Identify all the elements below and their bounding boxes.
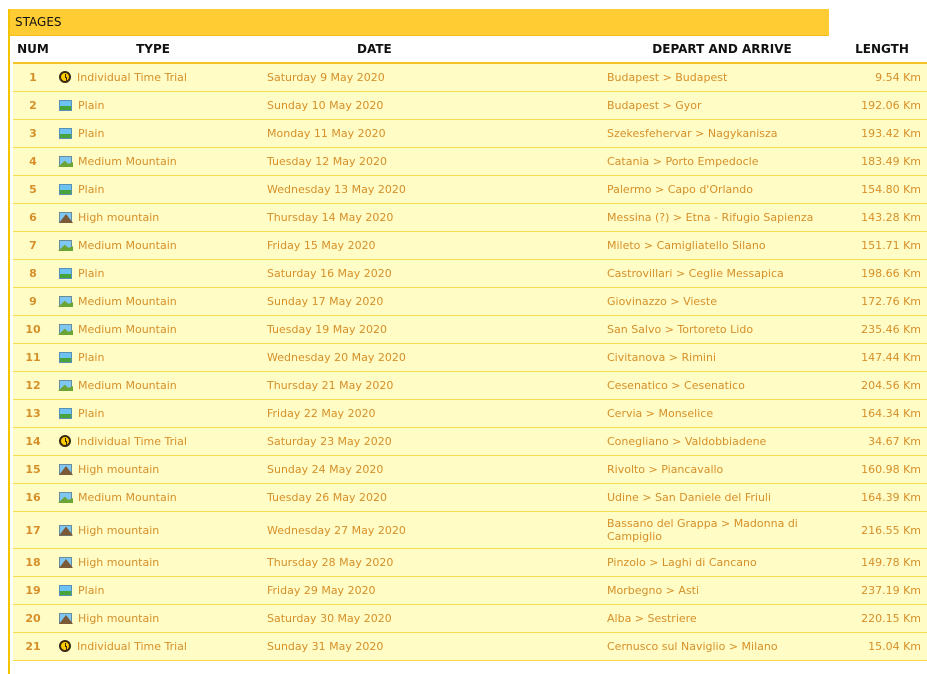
- medium-mountain-icon: [59, 156, 72, 167]
- stage-type-label[interactable]: Plain: [78, 351, 105, 364]
- stage-date-cell: [253, 344, 607, 372]
- stage-route[interactable]: Conegliano > Valdobbiadene: [607, 428, 837, 456]
- stage-type-label[interactable]: Individual Time Trial: [77, 435, 187, 448]
- stage-date-cell: [253, 605, 607, 633]
- stage-date: Tuesday 19 May 2020: [267, 323, 387, 336]
- stage-date: Saturday 16 May 2020: [267, 267, 392, 280]
- stage-route[interactable]: Castrovillari > Ceglie Messapica: [607, 260, 837, 288]
- stage-length: 237.19 Km: [837, 577, 927, 605]
- stage-date: Wednesday 20 May 2020: [267, 351, 406, 364]
- stage-route[interactable]: Pinzolo > Laghi di Cancano: [607, 549, 837, 577]
- table-row[interactable]: [13, 605, 927, 633]
- stage-length: 34.67 Km: [837, 428, 927, 456]
- stage-type-cell[interactable]: [53, 428, 253, 456]
- high-mountain-icon: [59, 525, 72, 536]
- plain-icon: [59, 128, 72, 139]
- panel-title: STAGES: [10, 9, 829, 36]
- stage-type-label[interactable]: High mountain: [78, 612, 160, 625]
- stage-date: Friday 15 May 2020: [267, 239, 376, 252]
- stage-route[interactable]: Bassano del Grappa > Madonna di Campiglio: [607, 512, 837, 549]
- stage-type-cell[interactable]: [53, 484, 253, 512]
- stage-number: 12: [13, 372, 53, 400]
- stage-type-label[interactable]: Individual Time Trial: [77, 71, 187, 84]
- stage-number: 6: [13, 204, 53, 232]
- stages-panel: [8, 9, 921, 674]
- stage-date-cell: [253, 428, 607, 456]
- stage-number: 16: [13, 484, 53, 512]
- table-row[interactable]: [13, 577, 927, 605]
- stage-type-cell[interactable]: [53, 549, 253, 577]
- stage-type-cell[interactable]: [53, 260, 253, 288]
- stage-date-cell: [253, 92, 607, 120]
- stage-type-label[interactable]: Medium Mountain: [78, 379, 177, 392]
- stage-type-cell[interactable]: [53, 288, 253, 316]
- table-row[interactable]: [13, 549, 927, 577]
- stage-type-label[interactable]: High mountain: [78, 523, 160, 537]
- table-row[interactable]: [13, 92, 927, 120]
- stage-date: Saturday 9 May 2020: [267, 71, 385, 84]
- stage-type-cell[interactable]: [53, 512, 253, 549]
- stage-route[interactable]: Alba > Sestriere: [607, 605, 837, 633]
- stage-number: 20: [13, 605, 53, 633]
- stage-type-cell[interactable]: [53, 400, 253, 428]
- stage-date-cell: [253, 372, 607, 400]
- stage-date-cell: [253, 512, 607, 549]
- stage-route[interactable]: Giovinazzo > Vieste: [607, 288, 837, 316]
- stage-date-cell: [253, 633, 607, 661]
- time-trial-icon: [59, 435, 71, 447]
- table-row[interactable]: [13, 204, 927, 232]
- stage-date-cell: [253, 63, 607, 92]
- stage-date-cell: [253, 120, 607, 148]
- stage-number: 2: [13, 92, 53, 120]
- stage-date: Thursday 28 May 2020: [267, 556, 394, 569]
- high-mountain-icon: [59, 464, 72, 475]
- table-row[interactable]: [13, 633, 927, 661]
- stage-number: 10: [13, 316, 53, 344]
- stage-length: 154.80 Km: [837, 176, 927, 204]
- column-header-date: DATE: [253, 36, 607, 63]
- stage-type-label[interactable]: Medium Mountain: [78, 295, 177, 308]
- stage-length: 216.55 Km: [837, 512, 927, 549]
- stage-length: 193.42 Km: [837, 120, 927, 148]
- time-trial-icon: [59, 71, 71, 83]
- stage-date: Wednesday 27 May 2020: [267, 523, 406, 537]
- stage-length: 198.66 Km: [837, 260, 927, 288]
- table-row[interactable]: [13, 232, 927, 260]
- stage-type-label[interactable]: Plain: [78, 584, 105, 597]
- stage-date: Tuesday 12 May 2020: [267, 155, 387, 168]
- stage-number: 7: [13, 232, 53, 260]
- plain-icon: [59, 585, 72, 596]
- stage-type-cell[interactable]: [53, 316, 253, 344]
- stage-date-cell: [253, 484, 607, 512]
- stage-date-cell: [253, 232, 607, 260]
- stage-route[interactable]: Catania > Porto Empedocle: [607, 148, 837, 176]
- stage-route[interactable]: Morbegno > Asti: [607, 577, 837, 605]
- stage-length: 9.54 Km: [837, 63, 927, 92]
- column-header-route: DEPART AND ARRIVE: [607, 36, 837, 63]
- stage-number: 14: [13, 428, 53, 456]
- stage-date: Sunday 31 May 2020: [267, 640, 384, 653]
- table-row[interactable]: [13, 372, 927, 400]
- stage-type-label[interactable]: Plain: [78, 183, 105, 196]
- stage-route[interactable]: Messina (?) > Etna - Rifugio Sapienza: [607, 204, 837, 232]
- stage-date-cell: [253, 549, 607, 577]
- plain-icon: [59, 408, 72, 419]
- stages-table: [13, 36, 927, 661]
- table-row[interactable]: [13, 260, 927, 288]
- stage-length: 235.46 Km: [837, 316, 927, 344]
- stage-route[interactable]: Budapest > Budapest: [607, 63, 837, 92]
- stage-length: 143.28 Km: [837, 204, 927, 232]
- table-row[interactable]: [13, 288, 927, 316]
- stage-date-cell: [253, 204, 607, 232]
- stage-type-cell[interactable]: [53, 92, 253, 120]
- table-header-row: [13, 36, 927, 63]
- stage-length: 204.56 Km: [837, 372, 927, 400]
- table-row[interactable]: [13, 316, 927, 344]
- stage-number: 5: [13, 176, 53, 204]
- stage-date-cell: [253, 456, 607, 484]
- plain-icon: [59, 268, 72, 279]
- stage-route[interactable]: Cesenatico > Cesenatico: [607, 372, 837, 400]
- table-row[interactable]: [13, 344, 927, 372]
- stage-route[interactable]: Udine > San Daniele del Friuli: [607, 484, 837, 512]
- stage-type-label[interactable]: High mountain: [78, 556, 160, 569]
- stage-length: 160.98 Km: [837, 456, 927, 484]
- stage-type-label[interactable]: Medium Mountain: [78, 491, 177, 504]
- stage-length: 183.49 Km: [837, 148, 927, 176]
- table-row[interactable]: [13, 400, 927, 428]
- stage-route[interactable]: Rivolto > Piancavallo: [607, 456, 837, 484]
- stage-date: Thursday 14 May 2020: [267, 211, 394, 224]
- stage-length: 220.15 Km: [837, 605, 927, 633]
- stage-number: 3: [13, 120, 53, 148]
- stage-route[interactable]: Szekesfehervar > Nagykanisza: [607, 120, 837, 148]
- stage-date: Friday 22 May 2020: [267, 407, 376, 420]
- stage-type-cell[interactable]: [53, 63, 253, 92]
- time-trial-icon: [59, 640, 71, 652]
- table-row[interactable]: [13, 428, 927, 456]
- stage-route[interactable]: Cervia > Monselice: [607, 400, 837, 428]
- table-row[interactable]: [13, 176, 927, 204]
- stage-length: 192.06 Km: [837, 92, 927, 120]
- stage-route[interactable]: Civitanova > Rimini: [607, 344, 837, 372]
- stage-length: 172.76 Km: [837, 288, 927, 316]
- stage-number: 21: [13, 633, 53, 661]
- medium-mountain-icon: [59, 324, 72, 335]
- stage-length: 151.71 Km: [837, 232, 927, 260]
- plain-icon: [59, 100, 72, 111]
- stage-length: 164.34 Km: [837, 400, 927, 428]
- column-header-length: LENGTH: [837, 36, 927, 63]
- stage-length: 147.44 Km: [837, 344, 927, 372]
- stage-date: Thursday 21 May 2020: [267, 379, 394, 392]
- table-row[interactable]: [13, 63, 927, 92]
- stage-route[interactable]: Palermo > Capo d'Orlando: [607, 176, 837, 204]
- stage-date-cell: [253, 148, 607, 176]
- stage-number: 4: [13, 148, 53, 176]
- stage-length: 15.04 Km: [837, 633, 927, 661]
- high-mountain-icon: [59, 557, 72, 568]
- stage-type-label[interactable]: Plain: [78, 267, 105, 280]
- stage-route[interactable]: Budapest > Gyor: [607, 92, 837, 120]
- table-row[interactable]: [13, 484, 927, 512]
- stage-date: Saturday 23 May 2020: [267, 435, 392, 448]
- stage-type-cell[interactable]: [53, 148, 253, 176]
- stage-length: 164.39 Km: [837, 484, 927, 512]
- medium-mountain-icon: [59, 380, 72, 391]
- stage-type-cell[interactable]: [53, 344, 253, 372]
- stage-type-cell[interactable]: [53, 605, 253, 633]
- stage-date-cell: [253, 260, 607, 288]
- stage-type-label[interactable]: Plain: [78, 127, 105, 140]
- plain-icon: [59, 184, 72, 195]
- table-row[interactable]: [13, 148, 927, 176]
- stage-length: 149.78 Km: [837, 549, 927, 577]
- stage-type-label[interactable]: Medium Mountain: [78, 323, 177, 336]
- stage-date-cell: [253, 176, 607, 204]
- stage-type-cell[interactable]: [53, 372, 253, 400]
- stage-date-cell: [253, 316, 607, 344]
- plain-icon: [59, 352, 72, 363]
- stage-number: 11: [13, 344, 53, 372]
- stage-type-label[interactable]: High mountain: [78, 463, 160, 476]
- stage-type-label[interactable]: High mountain: [78, 211, 160, 224]
- stage-type-label[interactable]: Individual Time Trial: [77, 640, 187, 653]
- stage-number: 13: [13, 400, 53, 428]
- high-mountain-icon: [59, 613, 72, 624]
- stage-type-label[interactable]: Medium Mountain: [78, 155, 177, 168]
- stage-date: Sunday 10 May 2020: [267, 99, 384, 112]
- stage-number: 8: [13, 260, 53, 288]
- stage-date: Saturday 30 May 2020: [267, 612, 392, 625]
- medium-mountain-icon: [59, 296, 72, 307]
- stage-number: 1: [13, 63, 53, 92]
- stage-date: Wednesday 13 May 2020: [267, 183, 406, 196]
- stage-date: Sunday 24 May 2020: [267, 463, 384, 476]
- table-row[interactable]: [13, 120, 927, 148]
- stage-type-label[interactable]: Plain: [78, 407, 105, 420]
- table-row[interactable]: [13, 512, 927, 549]
- stage-date: Tuesday 26 May 2020: [267, 491, 387, 504]
- stage-type-cell[interactable]: [53, 456, 253, 484]
- column-header-num: NUM: [13, 36, 53, 63]
- stage-date-cell: [253, 577, 607, 605]
- stage-date-cell: [253, 288, 607, 316]
- stage-date: Monday 11 May 2020: [267, 127, 386, 140]
- stage-number: 9: [13, 288, 53, 316]
- stage-route[interactable]: Cernusco sul Naviglio > Milano: [607, 633, 837, 661]
- stage-number: 15: [13, 456, 53, 484]
- stage-number: 17: [13, 512, 53, 549]
- stage-number: 19: [13, 577, 53, 605]
- stage-date: Friday 29 May 2020: [267, 584, 376, 597]
- stage-type-cell[interactable]: [53, 633, 253, 661]
- high-mountain-icon: [59, 212, 72, 223]
- stage-number: 18: [13, 549, 53, 577]
- stage-type-cell[interactable]: [53, 232, 253, 260]
- stage-type-cell[interactable]: [53, 176, 253, 204]
- table-row[interactable]: [13, 456, 927, 484]
- stage-type-label[interactable]: Medium Mountain: [78, 239, 177, 252]
- medium-mountain-icon: [59, 240, 72, 251]
- stage-date: Sunday 17 May 2020: [267, 295, 384, 308]
- stage-type-cell[interactable]: [53, 120, 253, 148]
- column-header-type: TYPE: [53, 36, 253, 63]
- stage-route[interactable]: San Salvo > Tortoreto Lido: [607, 316, 837, 344]
- medium-mountain-icon: [59, 492, 72, 503]
- stage-route[interactable]: Mileto > Camigliatello Silano: [607, 232, 837, 260]
- stage-type-cell[interactable]: [53, 577, 253, 605]
- stage-type-label[interactable]: Plain: [78, 99, 105, 112]
- stage-date-cell: [253, 400, 607, 428]
- stage-type-cell[interactable]: [53, 204, 253, 232]
- stages-table-body: [13, 63, 927, 661]
